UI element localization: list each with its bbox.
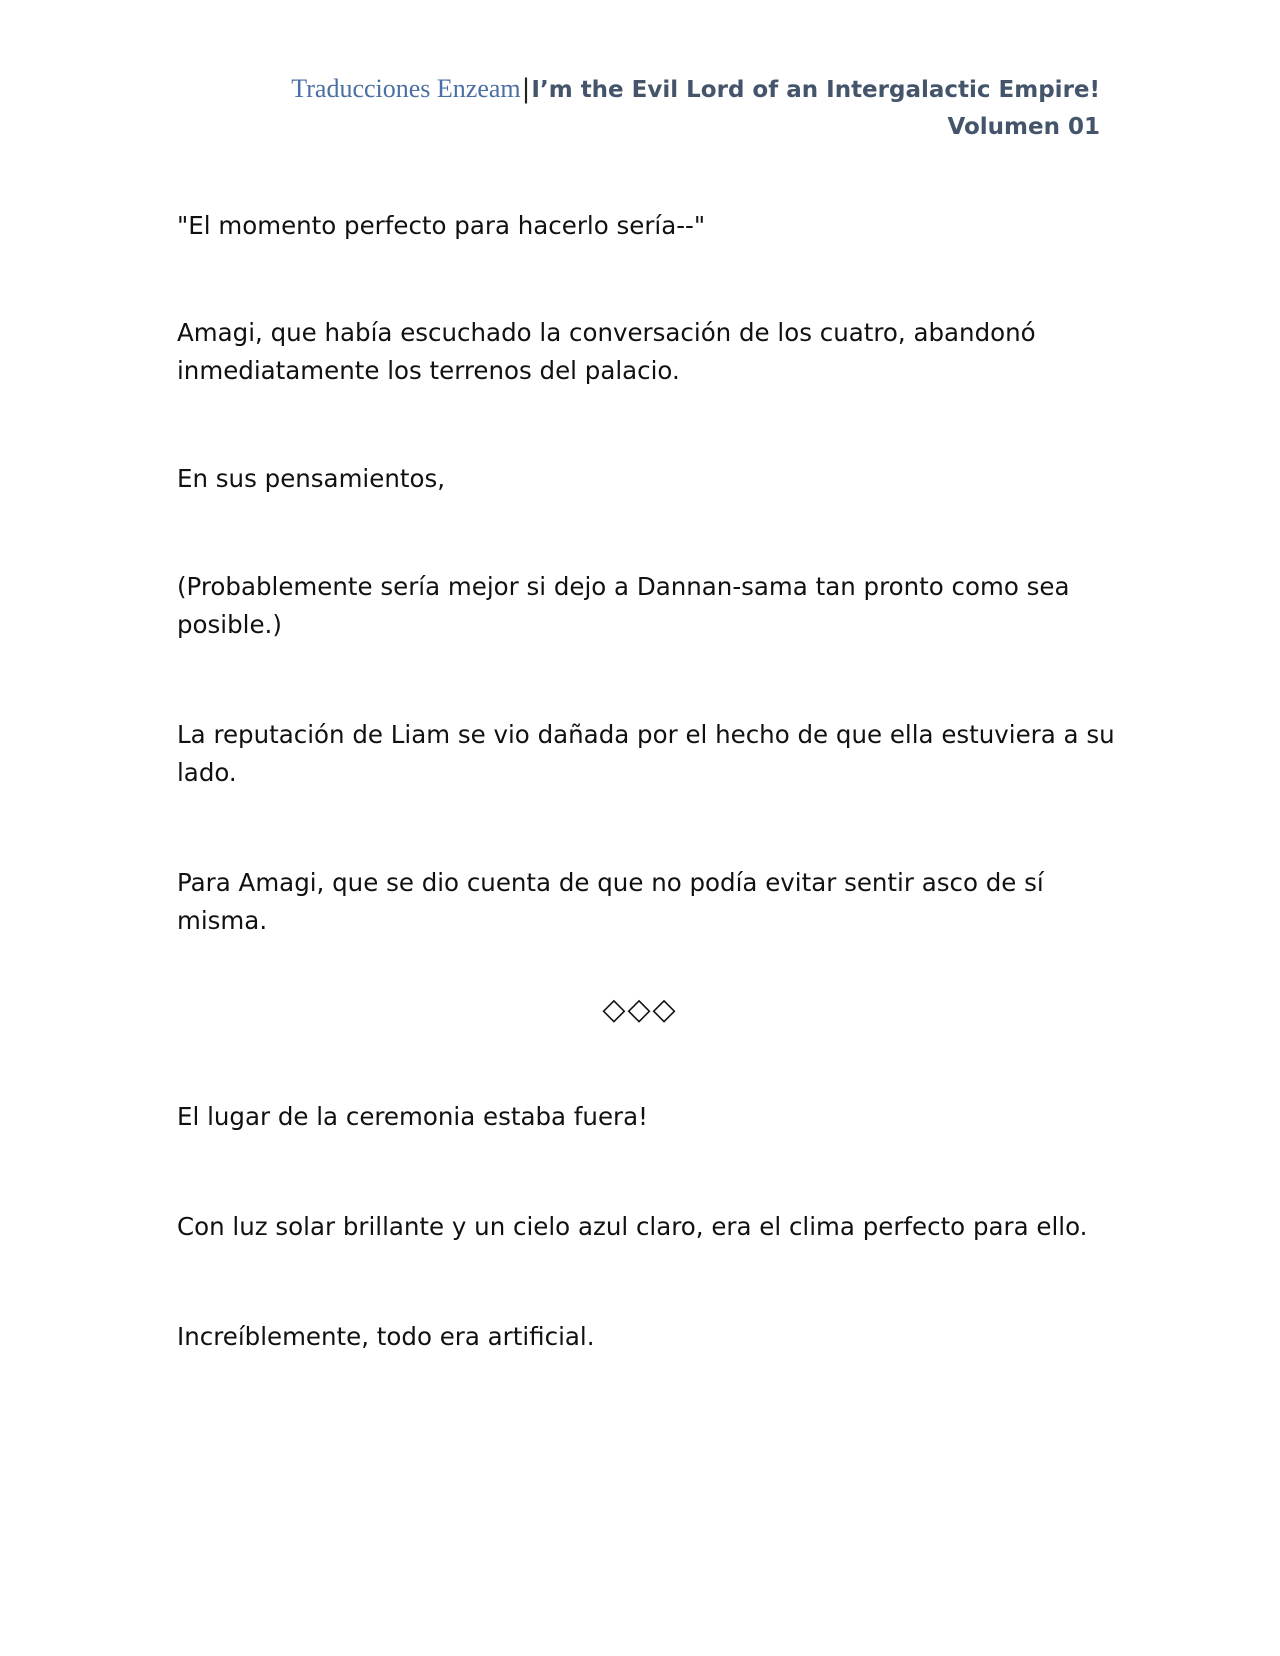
scene-break-divider: ◇◇◇	[602, 992, 678, 1027]
header-title: I’m the Evil Lord of an Intergalactic Empire!	[531, 77, 1100, 103]
header-volume: Volumen 01	[947, 114, 1100, 140]
paragraph: Con luz solar brillante y un cielo azul claro, era el clima perfecto para ello.	[177, 1212, 1088, 1241]
header-separator: |	[521, 74, 531, 104]
header-line	[291, 72, 1100, 110]
paragraph: Para Amagi, que se dio cuenta de que no podía evitar sentir asco de sí misma.	[177, 868, 1044, 935]
paragraph: El lugar de la ceremonia estaba fuera!	[177, 1102, 648, 1131]
paragraph: (Probablemente sería mejor si dejo a Dannan-sama tan pronto como sea posible.)	[177, 572, 1070, 639]
page-header	[291, 72, 1100, 144]
paragraph: Increíblemente, todo era artificial.	[177, 1322, 595, 1351]
paragraph: La reputación de Liam se vio dañada por el hecho de que ella estuviera a su lado.	[177, 720, 1115, 787]
paragraph: "El momento perfecto para hacerlo sería--"	[177, 211, 706, 240]
header-brand: Traducciones Enzeam	[291, 74, 521, 103]
paragraph: Amagi, que había escuchado la conversación de los cuatro, abandonó inmediatamente los terrenos del palacio.	[177, 318, 1036, 385]
paragraph: En sus pensamientos,	[177, 464, 445, 493]
